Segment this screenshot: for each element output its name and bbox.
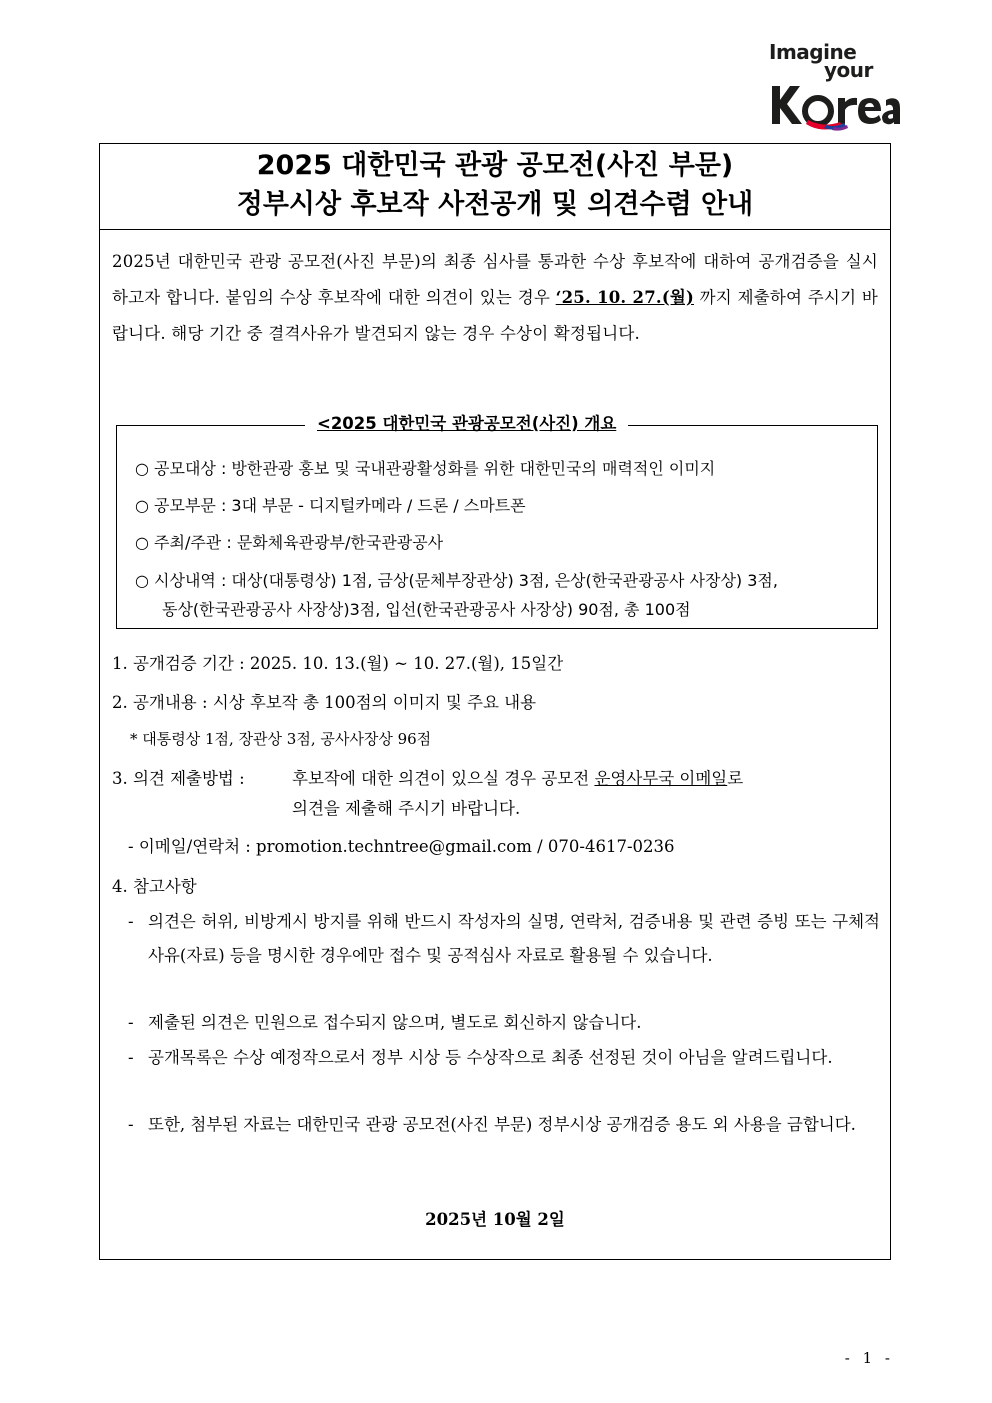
note-item-1 (128, 905, 880, 973)
overview-item-category: ○ 공모부문 : 3대 부문 - 디지털카메라 / 드론 / 스마트폰 (135, 496, 526, 515)
overview-item-host: ○ 주최/주관 : 문화체육관광부/한국관광공사 (135, 533, 444, 552)
overview-item-awards: ○ 시상내역 : 대상(대통령상) 1점, 금상(문체부장관상) 3점, 은상(한국관광공사 사장상) 3점, (135, 571, 778, 590)
imagine-your-korea-logo (762, 38, 902, 134)
note-item-2 (128, 1006, 880, 1040)
korea-wordmark-icon (762, 38, 902, 134)
page-title: 2025 대한민국 관광 공모전(사진 부문) (256, 150, 734, 181)
intro-text: 2025년 대한민국 관광 공모전(사진 부문)의 최종 심사를 통과한 수상 후보작에 대하여 공개검증을 실시하고자 합니다. 붙임의 수상 후보작에 대한 의견이 있는 경우 (112, 252, 878, 307)
overview-item-target: ○ 공모대상 : 방한관광 홍보 및 국내관광활성화를 위한 대한민국의 매력적인 이미지 (135, 459, 716, 478)
logo-text-your: your (824, 58, 873, 82)
intro-paragraph (112, 244, 878, 352)
note-item-3 (128, 1041, 880, 1075)
note-text: 의견은 허위, 비방게시 방지를 위해 반드시 작성자의 실명, 연락처, 검증내용 및 관련 증빙 또는 구체적 사유(자료) 등을 명시한 경우에만 접수 및 공적심사 자료로 활용될 수 있습니다. (148, 912, 880, 965)
deadline-text: ‘25. 10. 27.(월) (555, 288, 694, 307)
note-dash: - (128, 1048, 134, 1067)
note-text: 공개목록은 수상 예정작으로서 정부 시상 등 수상작으로 최종 선정된 것이 아님을 알려드립니다. (148, 1048, 833, 1067)
page-number: - 1 - (844, 1349, 894, 1367)
overview-box (116, 414, 878, 629)
section-3-line1 (292, 764, 880, 794)
page-subtitle: 정부시상 후보작 사전공개 및 의견수렴 안내 (236, 189, 754, 220)
logo-text-imagine: Imagine (769, 40, 857, 64)
overview-heading: <2025 대한민국 관광공모전(사진) 개요 (305, 412, 628, 436)
section-2-note: * 대통령상 1점, 장관상 3점, 공사사장상 96점 (130, 730, 432, 748)
overview-item-awards-cont: 동상(한국관광공사 사장상)3점, 입선(한국관광공사 사장상) 90점, 총 100점 (162, 600, 691, 619)
section-3-text: 후보작에 대한 의견이 있으실 경우 공모전 (292, 769, 595, 788)
notice-frame (99, 143, 891, 1260)
note-dash: - (128, 1013, 134, 1032)
note-dash: - (128, 1115, 134, 1134)
title-box (100, 144, 890, 230)
note-text: 제출된 의견은 민원으로 접수되지 않으며, 별도로 회신하지 않습니다. (148, 1013, 642, 1032)
intro-text-end: 까지 제출하여 주시기 바랍니다. 해당 기간 중 결격사유가 발견되지 않는 경우 수상이 확정됩니다. (112, 288, 879, 343)
section-1-period: 1. 공개검증 기간 : 2025. 10. 13.(월) ~ 10. 27.(월), 15일간 (112, 654, 564, 673)
section-4-heading: 4. 참고사항 (112, 877, 197, 896)
email-office-link[interactable]: 운영사무국 이메일 (594, 769, 728, 788)
section-3-line2: 의견을 제출해 주시기 바랍니다. (292, 799, 521, 818)
note-dash: - (128, 912, 134, 931)
section-2-content: 2. 공개내용 : 시상 후보작 총 100점의 이미지 및 주요 내용 (112, 693, 537, 712)
note-text: 또한, 첨부된 자료는 대한민국 관광 공모전(사진 부문) 정부시상 공개검증 용도 외 사용을 금합니다. (148, 1115, 856, 1134)
section-3-label: 3. 의견 제출방법 : (112, 769, 245, 788)
note-item-4 (128, 1108, 880, 1142)
issue-date: 2025년 10월 2일 (425, 1210, 565, 1229)
section-3-text-end: 로 (727, 769, 744, 788)
contact-line[interactable]: - 이메일/연락처 : promotion.techntree@gmail.com / 070-4617-0236 (128, 837, 675, 856)
